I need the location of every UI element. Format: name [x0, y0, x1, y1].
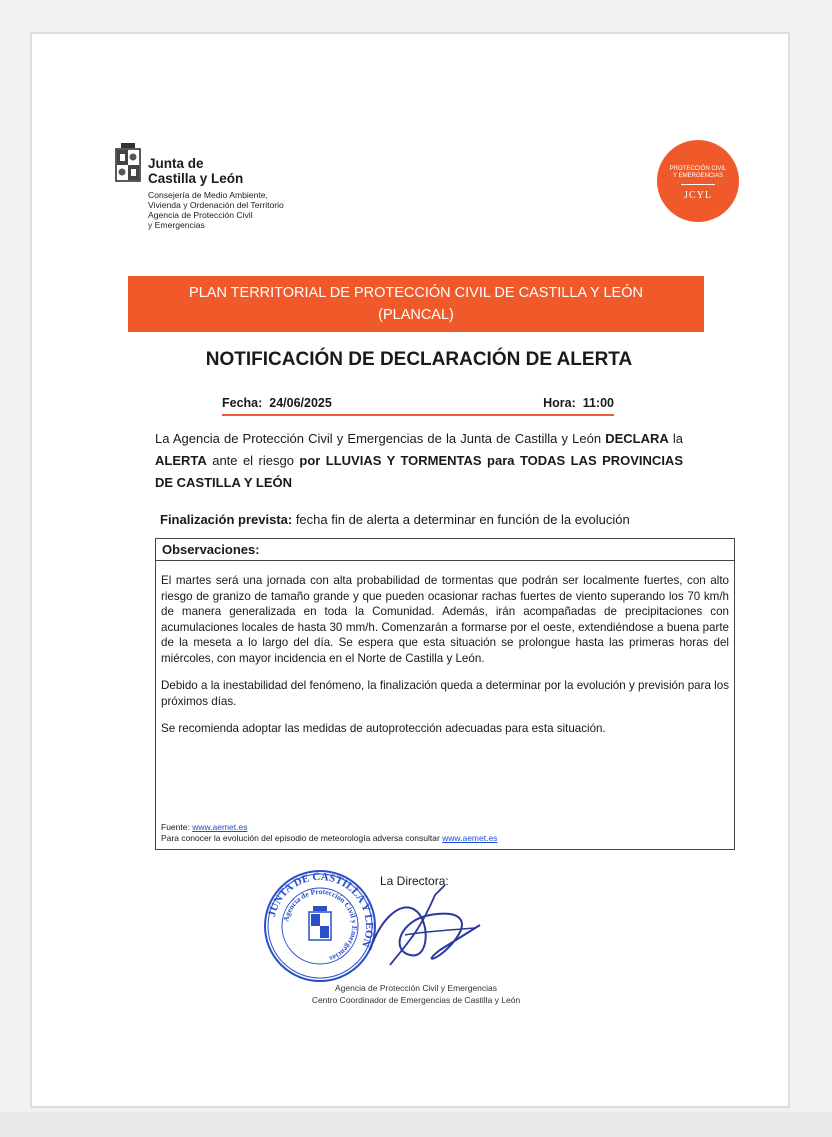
- svg-text:Agencia de Protección Civil y: Agencia de Protección Civil y Emergencias: [281, 886, 360, 964]
- document-title: NOTIFICACIÓN DE DECLARACIÓN DE ALERTA: [205, 349, 633, 370]
- aemet-link[interactable]: www.aemet.es: [192, 822, 248, 832]
- directora-label: La Directora:: [380, 874, 449, 888]
- fuente-note: Fuente: www.aemet.es Para conocer la evolución del episodio de meteorología adversa consultar www.aemet.es: [161, 822, 498, 843]
- aemet-link-2[interactable]: www.aemet.es: [442, 833, 498, 843]
- fecha-field: Fecha: 24/06/2025: [222, 396, 332, 410]
- proteccion-civil-logo: PROTECCIÓN CIVIL Y EMERGENCIAS JCYL: [657, 140, 739, 222]
- footer-agency: Agencia de Protección Civil y Emergencias Centro Coordinador de Emergencias de Castilla y León: [311, 983, 521, 1005]
- svg-text:JUNTA DE CASTILLA Y LEÓN: JUNTA DE CASTILLA Y LEÓN: [265, 870, 376, 949]
- plan-banner: PLAN TERRITORIAL DE PROTECCIÓN CIVIL DE CASTILLA Y LEÓN (PLANCAL): [128, 276, 704, 332]
- finalizacion-prevista: Finalización prevista: fecha fin de alerta a determinar en función de la evolución: [160, 512, 630, 527]
- junta-name: Junta de Castilla y León: [148, 156, 244, 186]
- observaciones-text: El martes será una jornada con alta probabilidad de tormentas que podrán ser localmente fuertes, con alto riesgo de granizo de tamaño grande y que pueden ocasionar rachas fuertes de viento superando los 70 km/h de manera generalizada en toda la Comunidad. Además, irán acompañadas de precipitaciones con acumulaciones locales de hasta 30 mm/h. Comenzarán a formarse por el oeste, extendiéndose a buena parte de la meseta a lo largo del día. Se espera que esta situación se prolongue hasta las primeras horas del miércoles, con mayor incidencia en el Norte de Castilla y León. Debido a la inestabilidad del fenómeno, la finalización queda a determinar por la evolución y previsión para los próximos días. Se recomienda adoptar las medidas de autoprotección adecuadas para esta situación.: [161, 574, 729, 735]
- observaciones-box: [155, 538, 735, 850]
- date-row: [222, 396, 614, 416]
- declaration-paragraph: La Agencia de Protección Civil y Emergencias de la Junta de Castilla y León DECLARA la ALERTA ante el riesgo por LLUVIAS Y TORMENTAS para TODAS LAS PROVINCIAS DE CASTILLA Y LEÓN: [155, 431, 684, 490]
- handwritten-signature: [360, 880, 490, 975]
- observaciones-heading: Observaciones:: [156, 539, 734, 561]
- junta-department: Consejería de Medio Ambiente, Vivienda y Ordenación del Territorio Agencia de Protección Civil y Emergencias: [148, 190, 284, 230]
- crest-icon: [115, 143, 141, 183]
- hora-field: Hora: 11:00: [543, 396, 614, 410]
- page-bottom-strip: [0, 1112, 832, 1137]
